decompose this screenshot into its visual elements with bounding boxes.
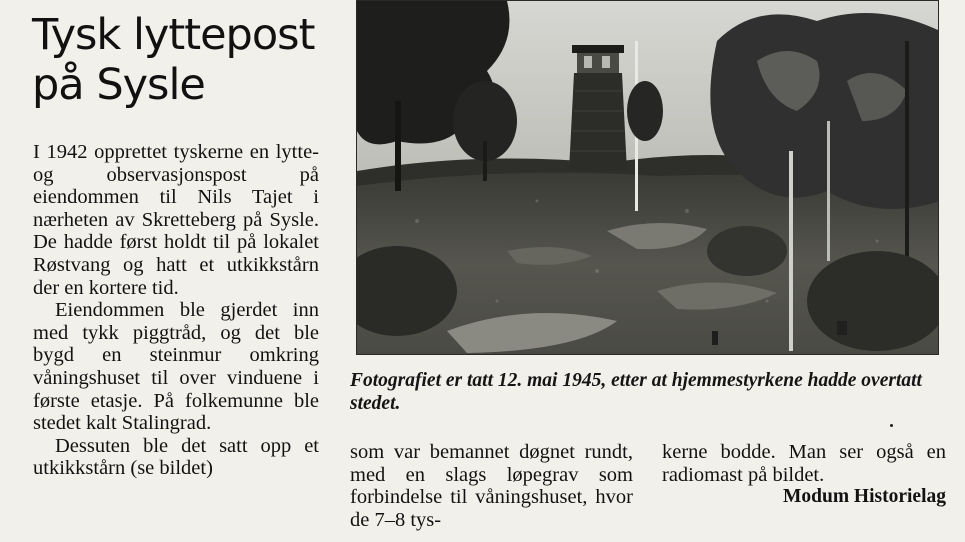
paragraph-1: I 1942 opprettet tyskerne en lytte- og observasjonspost på eiendommen til Nils Tajet i nærheten av Skretteberg på Sysle. De hadde først holdt til på lokalet Røstvang og hatt et utkikkstårn der en kortere tid. [33,141,319,299]
article-column-1 [33,141,319,480]
photo-illustration [357,1,939,355]
headline [32,10,332,110]
print-speck [890,424,893,427]
headline-line-2: på Sysle [32,60,205,110]
paragraph-2: Eiendommen ble gjerdet inn med tykk piggtråd, og det ble bygd en steinmur omkring våningshuset til over vinduene i første etasje. På folkemunne ble stedet kalt Stalingrad. [33,299,319,435]
paragraph-final: kerne bodde. Man ser også en radiomast på bildet. [662,441,946,486]
article-column-2 [350,441,633,531]
photo-caption: Fotografiet er tatt 12. mai 1945, etter at hjemmestyrkene hadde overtatt stedet. [350,370,922,414]
byline: Modum Historielag [782,486,946,508]
paragraph-continued: som var bemannet døgnet rundt, med en slags løpegrav som forbindelse til våningshuset, hvor de 7–8 tys- [350,441,633,531]
watchtower-photo [356,0,939,355]
paragraph-3: Dessuten ble det satt opp et utkikkstårn (se bildet) [33,434,319,480]
headline-line-1: Tysk lyttepost [32,10,315,60]
article-column-3 [662,441,946,509]
